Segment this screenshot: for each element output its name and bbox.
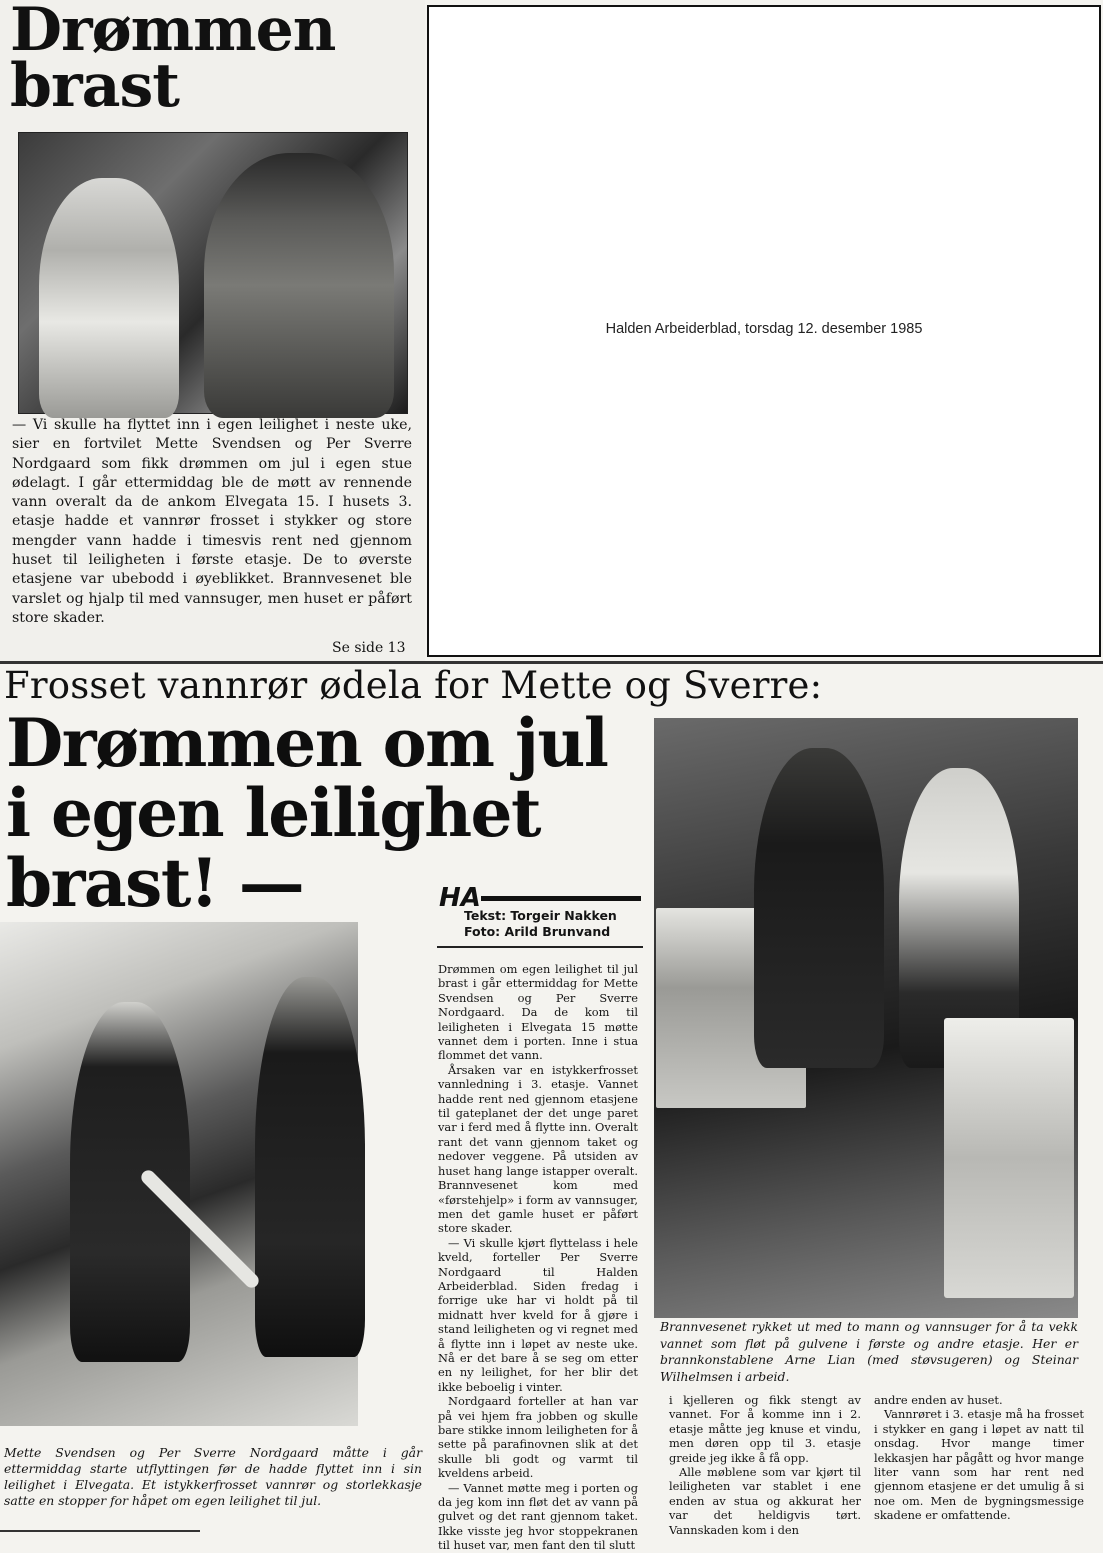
boxes <box>944 1018 1074 1298</box>
ha-logo-icon <box>437 880 643 913</box>
photo-firefighters <box>0 922 358 1426</box>
ha-logo-text: HA <box>439 883 481 913</box>
paragraph: Nordgaard forteller at han var på vei hjem fra jobben og skulle bare stikke innom leiligheten for å sette på parafinovnen slik at det skulle bli godt og varmt til kveldens arbeid. <box>438 1394 638 1481</box>
figure-firefighter-vacuum <box>70 1002 190 1362</box>
photo-couple <box>18 132 408 414</box>
byline <box>464 908 617 940</box>
article-column-2 <box>669 1393 861 1537</box>
see-page-reference: Se side 13 <box>332 640 406 656</box>
top-headline: Drømmen brast <box>10 0 336 121</box>
photo-room <box>654 718 1078 1318</box>
photo-caption-right: Brannvesenet rykket ut med to mann og vannsuger for å ta vekk vannet som fløt på gulvene i første og andre etasje. Her er brannkonstablene Arne Lian (med støvsugeren) og Steinar Wilhelmsen i arbeid. <box>660 1319 1078 1384</box>
paragraph: Alle møblene som var kjørt til leiligheten var stablet i ene enden av stua og akkurat her var det heldigvis tørt. Vannskaden kom i den <box>669 1465 861 1537</box>
paragraph: andre enden av huset. <box>874 1393 1003 1407</box>
gazette-frame <box>427 5 1101 657</box>
paragraph: Årsaken var en istykkerfrosset vannledning i 3. etasje. Vannet hadde rent ned gjennom etasjene til gateplanet der det unge paret var i ferd med å flytte inn. Overalt rant det vann gjennom taket og nedover veggene. På utsiden av huset hang lange istapper overalt. Brannvesenet kom med «førstehjelp» i form av vannsuger, men det gamle huset er påført store skader. <box>438 1062 638 1236</box>
article-kicker: Frosset vannrør ødela for Mette og Sverre: <box>4 664 823 707</box>
figure-man-room <box>754 748 884 1068</box>
byline-photo: Foto: Arild Brunvand <box>464 924 611 939</box>
paragraph: — Vi skulle kjørt flyttelass i hele kveld, forteller Per Sverre Nordgaard til Halden Arbeiderblad. Siden fredag i forrige uke har vi holdt på til midnatt hver kveld for å gjøre i stand leiligheten og vi regnet med å flytte inn i løpet av neste uke. Nå er det bare å se seg om etter en ny leilighet, for her blir det ikke beboelig i vinter. <box>438 1235 638 1394</box>
byline-rule <box>437 946 643 948</box>
photo-caption-left: Mette Svendsen og Per Sverre Nordgaard måtte i går ettermiddag starte utflyttingen før de hadde flyttet inn i sin leilighet i Elvegata. Et istykkerfrosset vannrør og storlekkasje satte en stopper for håpet om egen leilighet til jul. <box>4 1445 422 1508</box>
article-column-1 <box>438 962 638 1553</box>
figure-firefighter-standing <box>255 977 365 1357</box>
gazette-caption: Halden Arbeiderblad, torsdag 12. desember 1985 <box>605 321 923 337</box>
paragraph: — Vannet møtte meg i porten og da jeg kom inn fløt det av vann på gulvet og det rant gjennom taket. Ikke visste jeg hvor stoppekranen til huset var, men fant den til slutt <box>438 1480 638 1553</box>
figure-woman <box>39 178 179 418</box>
bottom-rule <box>0 1530 200 1532</box>
figure-man <box>204 153 394 418</box>
top-body-text: — Vi skulle ha flyttet inn i egen leilighet i neste uke, sier en fortvilet Mette Svendsen og Per Sverre Nordgaard som fikk drømmen om jul i egen stue ødelagt. I går ettermiddag ble de møtt av rennende vann overalt da de ankom Elvegata 15. I husets 3. etasje hadde et vannrør frosset i stykker og store mengder vann hadde i timesvis rent ned gjennom huset til leiligheten i første etasje. De to øverste etasjene var ubebodd i øyeblikket. Brannvesenet ble varslet og hjalp til med vannsuger, men huset er påført store skader. <box>12 417 412 626</box>
paragraph: Drømmen om egen leilighet til jul brast i går ettermiddag for Mette Svendsen og Per Sverre Nordgaard. Da de kom til leiligheten i Elvegata 15 møtte vannet dem i porten. Inne i stua flommet det vann. <box>438 962 638 1063</box>
article-column-3 <box>874 1393 1084 1523</box>
headline-line-2: i egen leilighet <box>6 774 541 852</box>
top-clipping <box>0 0 425 662</box>
paragraph: i kjelleren og fikk stengt av vannet. For å komme inn i 2. etasje måtte jeg knuse et vindu, men døren opp til 3. etasje greide jeg ikke å få opp. <box>669 1393 861 1465</box>
paragraph: Vannrøret i 3. etasje må ha frosset i stykker en gang i løpet av natt til onsdag. Hvor mange timer lekkasjen har pågått og hvor mange liter vann som har rent ned gjennom etasjene er det umulig å si noe om. Men de bygningsmessige skadene er omfattende. <box>874 1407 1084 1523</box>
byline-text: Tekst: Torgeir Nakken <box>464 908 617 923</box>
headline-line-1: Drømmen om jul <box>6 704 608 782</box>
headline-line-3: brast! — <box>6 844 304 922</box>
